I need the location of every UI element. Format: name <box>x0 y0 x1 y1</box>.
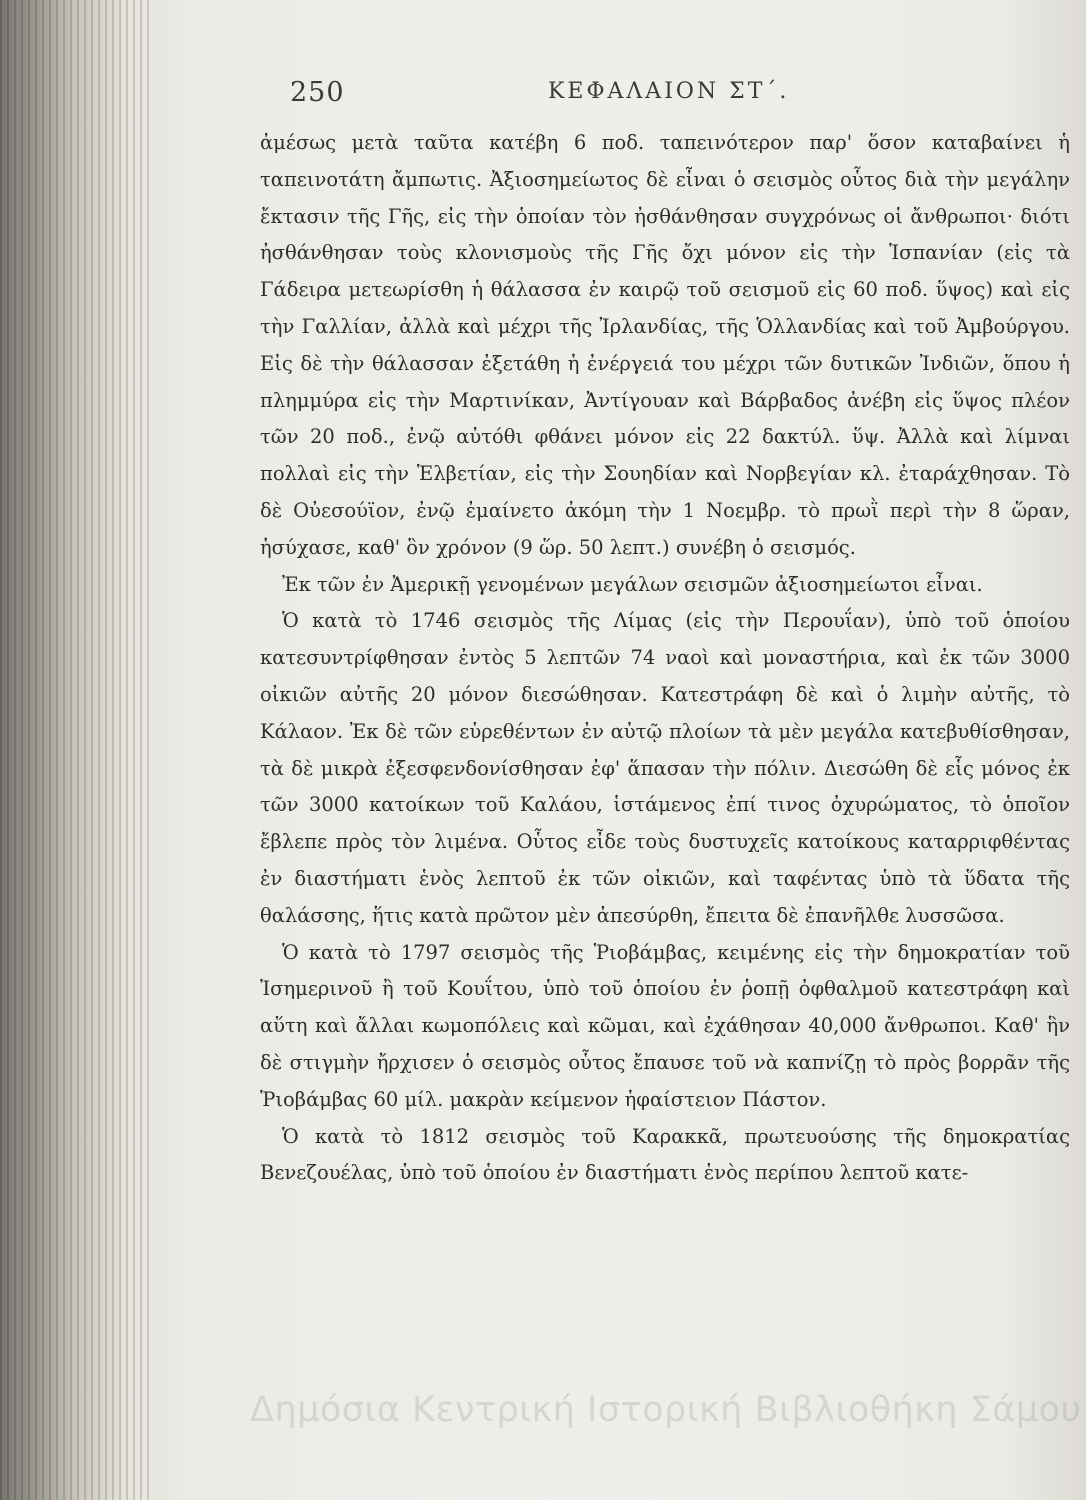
page-number: 250 <box>290 77 345 108</box>
paragraph-riobamba-earthquake: Ὁ κατὰ τὸ 1797 σεισμὸς τῆς Ῥιοβάμβας, κειμένης εἰς τὴν δημοκρατίαν τοῦ Ἰσημερινοῦ ἢ τοῦ Κουΐτου, ὑπὸ τοῦ ὁποίου ἐν ῥοπῇ ὀφθαλμοῦ κατεστράφη καὶ αὕτη καὶ ἄλλαι κωμοπόλεις καὶ κῶμαι, καὶ ἐχάθησαν 40,000 ἄνθρωποι. Καθ' ἣν δὲ στιγμὴν ἤρχισεν ὁ σεισμὸς οὗτος ἔπαυσε τοῦ νὰ καπνίζῃ τὸ πρὸς βορρᾶν τῆς Ῥιοβάμβας 60 μίλ. μακρὰν κείμενον ἡφαίστειον Πάστον. <box>260 940 1070 1111</box>
paragraph-caracas-earthquake: Ὁ κατὰ τὸ 1812 σεισμὸς τοῦ Καρακκᾶ, πρωτευούσης τῆς δημοκρατίας Βενεζουέλας, ὑπὸ τοῦ ὁποίου ἐν διαστήματι ἑνὸς περίπου λεπτοῦ κατε- <box>260 1124 1070 1185</box>
book-page <box>150 55 1082 1445</box>
paragraph-american-earthquakes-intro: Ἐκ τῶν ἐν Ἀμερικῇ γενομένων μεγάλων σεισμῶν ἀξιοσημείωτοι εἶναι. <box>282 572 983 596</box>
chapter-title: ΚΕΦΑΛΑΙΟΝ ΣΤ΄. <box>548 79 790 104</box>
book-binding-edge <box>0 0 150 1500</box>
paragraph-lima-earthquake: Ὁ κατὰ τὸ 1746 σεισμὸς τῆς Λίμας (εἰς τὴν Περουΐαν), ὑπὸ τοῦ ὁποίου κατεσυντρίφθησαν ἐντὸς 5 λεπτῶν 74 ναοὶ καὶ μοναστήρια, καὶ ἐκ τῶν 3000 οἰκιῶν αὐτῆς 20 μόνον διεσώθησαν. Κατεστράφη δὲ καὶ ὁ λιμὴν αὐτῆς, τὸ Κάλαον. Ἐκ δὲ τῶν εὑρεθέντων ἐν αὐτῷ πλοίων τὰ μὲν μεγάλα κατεβυθίσθησαν, τὰ δὲ μικρὰ ἐξεσφενδονίσθησαν ἐφ' ἅπασαν τὴν πόλιν. Διεσώθη δὲ εἷς μόνος ἐκ τῶν 3000 κατοίκων τοῦ Καλάου, ἱστάμενος ἐπί τινος ὀχυρώματος, τὸ ὁποῖον ἔβλεπε πρὸς τὸν λιμένα. Οὗτος εἶδε τοὺς δυστυχεῖς κατοίκους καταρριφθέντας ἐν διαστήματι ἑνὸς λεπτοῦ ἐκ τῶν οἰκιῶν, καὶ ταφέντας ὑπὸ τὰ ὕδατα τῆς θαλάσσης, ἥτις κατὰ πρῶτον μὲν ἀπεσύρθη, ἔπειτα δὲ ἐπανῆλθε λυσσῶσα. <box>260 609 1070 927</box>
running-head <box>290 77 990 117</box>
library-watermark: Δημόσια Κεντρική Ιστορική Βιβλιοθήκη Σάμου <box>250 1390 1082 1430</box>
body-text <box>260 125 1070 1192</box>
paragraph-lisbon-earthquake-continued: ἀμέσως μετὰ ταῦτα κατέβη 6 ποδ. ταπεινότερον παρ' ὅσον καταβαίνει ἡ ταπεινοτάτη ἄμπωτις. Ἀξιοσημείωτος δὲ εἶναι ὁ σεισμὸς οὗτος διὰ τὴν μεγάλην ἔκτασιν τῆς Γῆς, εἰς τὴν ὁποίαν τὸν ἠσθάνθησαν συγχρόνως οἱ ἄνθρωποι· διότι ἠσθάνθησαν τοὺς κλονισμοὺς τῆς Γῆς ὄχι μόνον εἰς τὴν Ἱσπανίαν (εἰς τὰ Γάδειρα μετεωρίσθη ἡ θάλασσα ἐν καιρῷ τοῦ σεισμοῦ εἰς 60 ποδ. ὕψος) καὶ εἰς τὴν Γαλλίαν, ἀλλὰ καὶ μέχρι τῆς Ἰρλανδίας, τῆς Ὁλλανδίας καὶ τοῦ Ἀμβούργου. Εἰς δὲ τὴν θάλασσαν ἐξετάθη ἡ ἐνέργειά του μέχρι τῶν δυτικῶν Ἰνδιῶν, ὅπου ἡ πλημμύρα εἰς τὴν Μαρτινίκαν, Ἀντίγουαν καὶ Βάρβαδος ἀνέβη εἰς ὕψος πλέον τῶν 20 ποδ., ἐνῷ αὐτόθι φθάνει μόνον εἰς 22 δακτύλ. ὕψ. Ἀλλὰ καὶ λίμναι πολλαὶ εἰς τὴν Ἑλβετίαν, εἰς τὴν Σουηδίαν καὶ Νορβεγίαν κλ. ἐταράχθησαν. Τὸ δὲ Οὐεσούϊον, ἐνῷ ἐμαίνετο ἀκόμη τὴν 1 Νοεμβρ. τὸ πρωῒ περὶ τὴν 8 ὥραν, ἡσύχασε, καθ' ὃν χρόνον (9 ὥρ. 50 λεπτ.) συνέβη ὁ σεισμός. <box>260 131 1070 559</box>
